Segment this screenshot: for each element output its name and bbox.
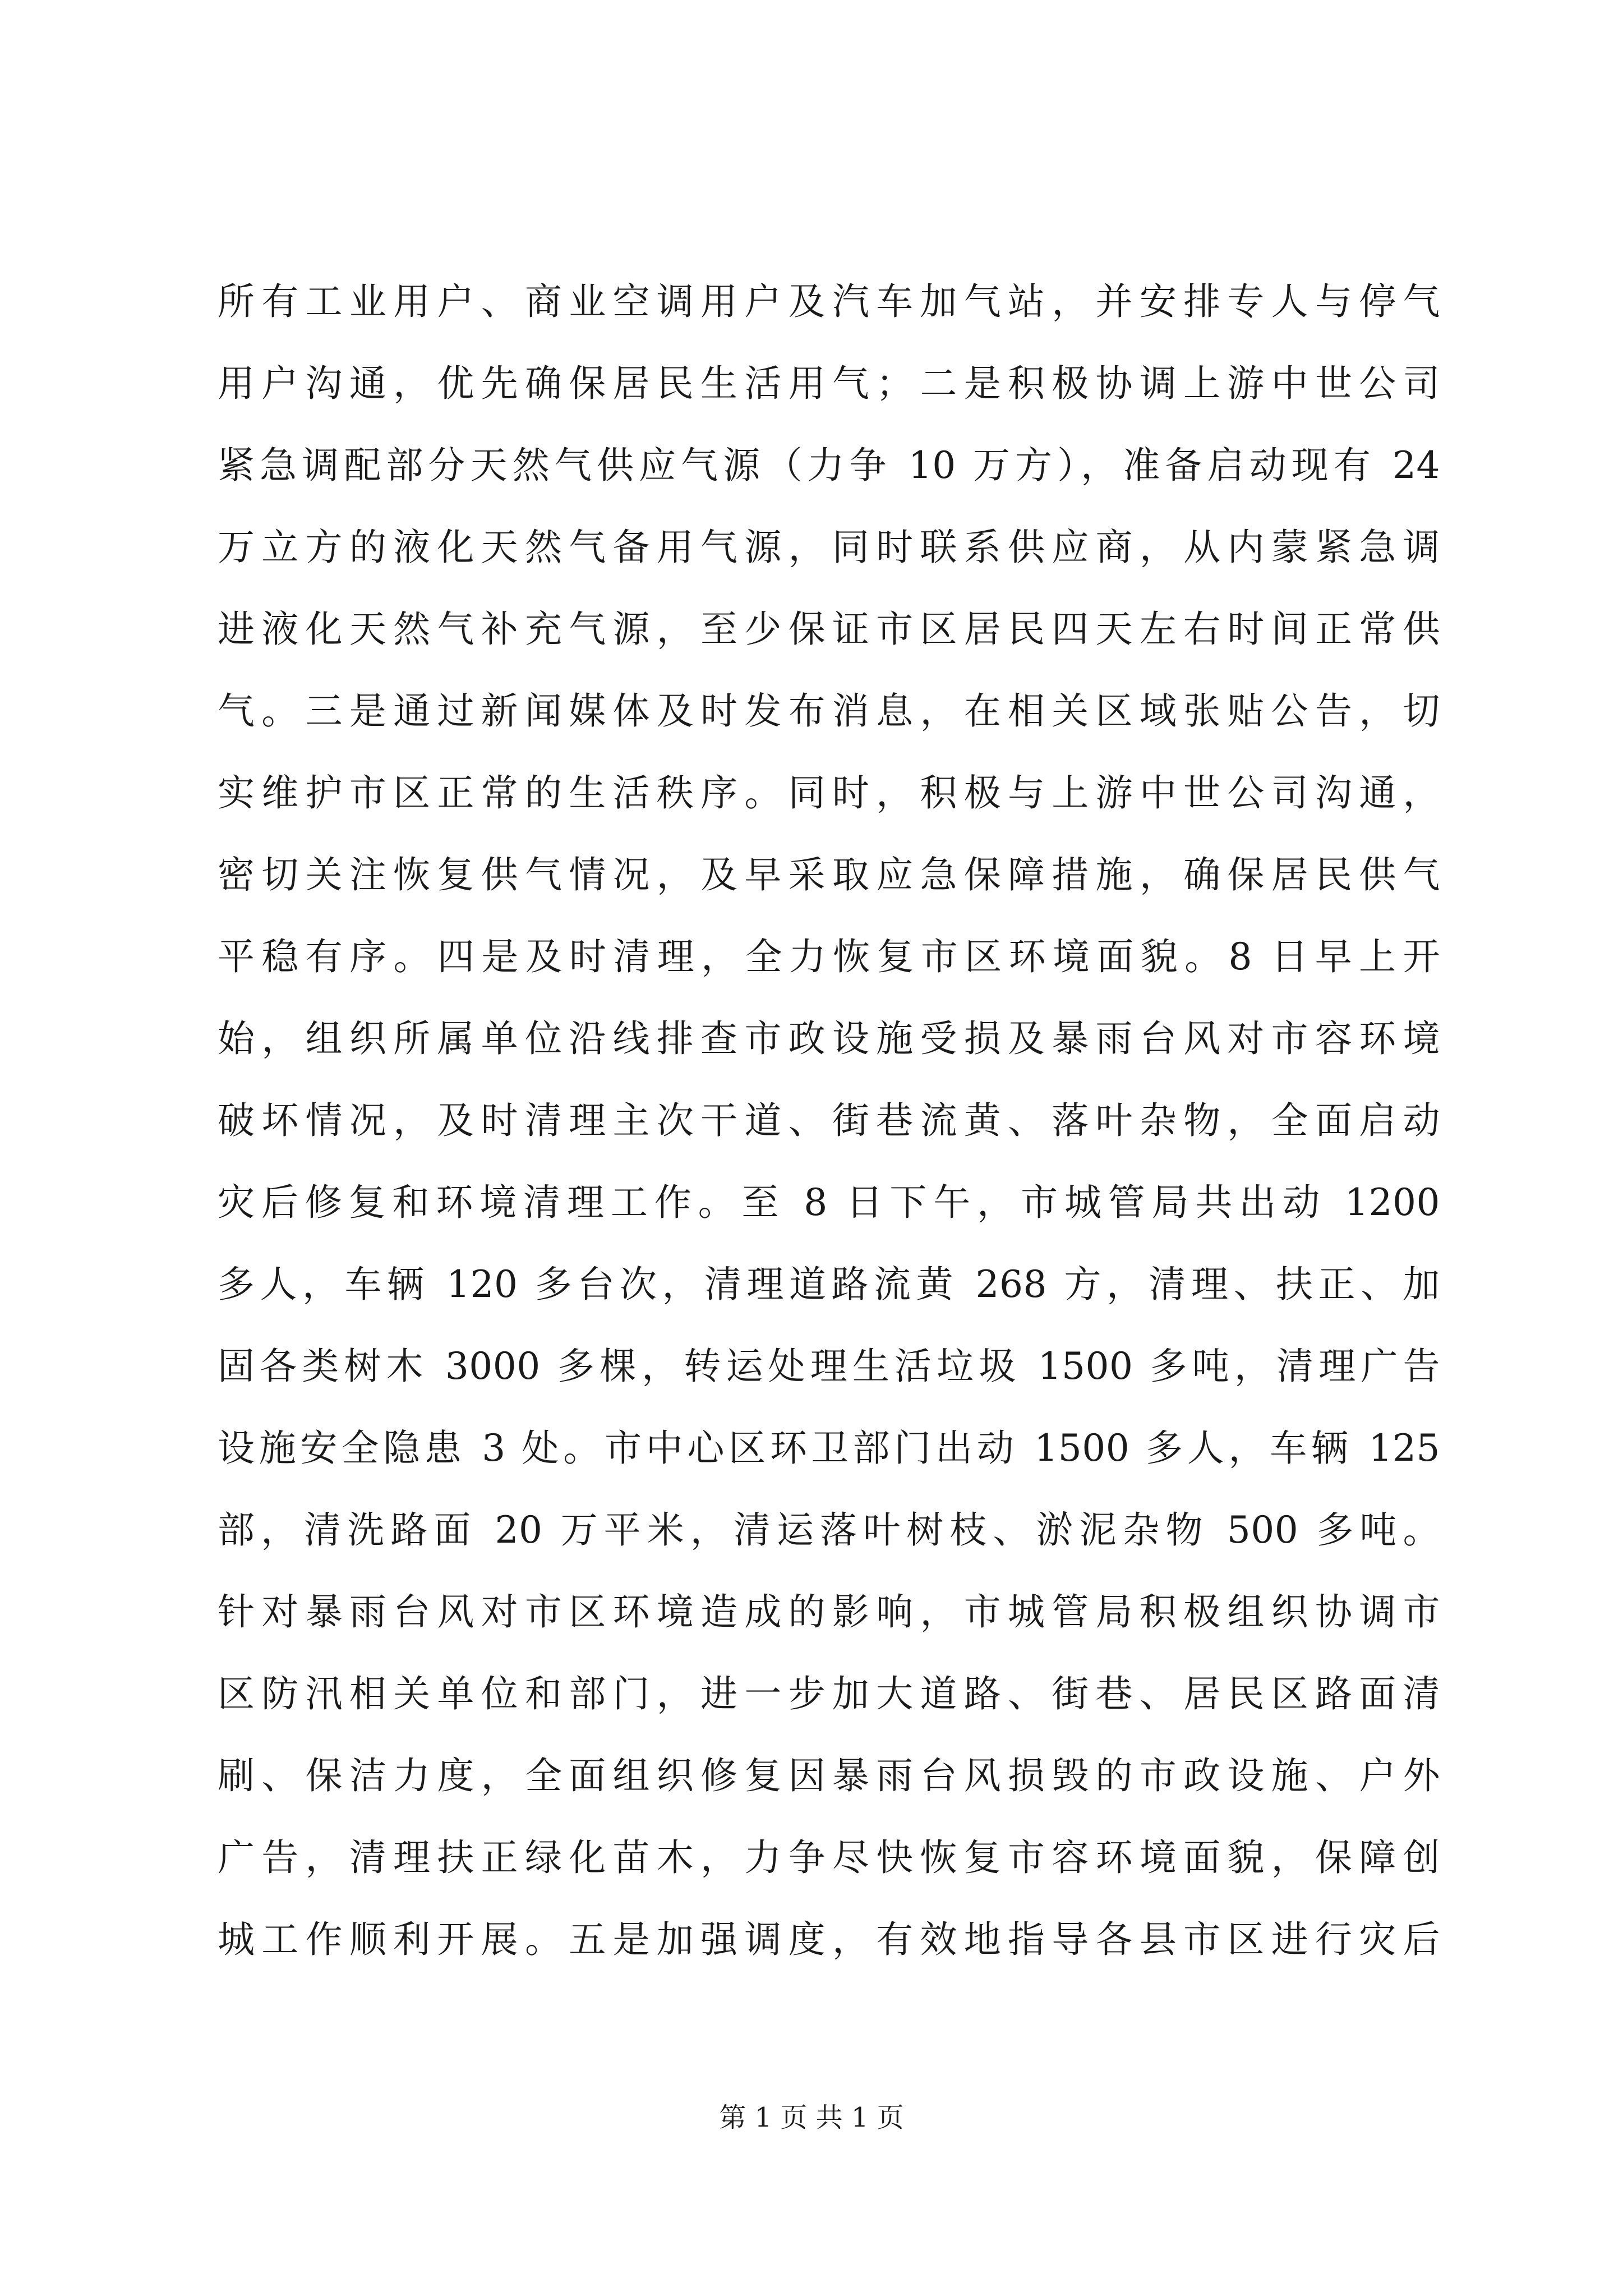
text-line: 万立方的液化天然气备用气源，同时联系供应商，从内蒙紧急调 — [218, 526, 1440, 569]
page-number-footer: 第 1 页 共 1 页 — [719, 2102, 904, 2133]
text-line: 多人，车辆 120 多台次，清理道路流黄 268 方，清理、扶正、加 — [218, 1263, 1440, 1306]
text-line: 设施安全隐患 3 处。市中心区环卫部门出动 1500 多人，车辆 125 — [218, 1427, 1440, 1470]
text-line: 密切关注恢复供气情况，及早采取应急保障措施，确保居民供气 — [218, 853, 1440, 896]
text-line: 广告，清理扶正绿化苗木，力争尽快恢复市容环境面貌，保障创 — [218, 1836, 1440, 1879]
text-line: 所有工业用户、商业空调用户及汽车加气站，并安排专人与停气 — [218, 280, 1440, 323]
text-line: 城工作顺利开展。五是加强调度，有效地指导各县市区进行灾后 — [218, 1918, 1440, 1961]
text-line: 平稳有序。四是及时清理，全力恢复市区环境面貌。8 日早上开 — [218, 935, 1440, 978]
text-line: 针对暴雨台风对市区环境造成的影响，市城管局积极组织协调市 — [218, 1590, 1440, 1634]
text-line: 紧急调配部分天然气供应气源（力争 10 万方），准备启动现有 24 — [218, 444, 1440, 487]
text-line: 进液化天然气补充气源，至少保证市区居民四天左右时间正常供 — [218, 608, 1440, 651]
text-line: 气。三是通过新闻媒体及时发布消息，在相关区域张贴公告，切 — [218, 689, 1440, 733]
text-line: 区防汛相关单位和部门，进一步加大道路、街巷、居民区路面清 — [218, 1672, 1440, 1715]
text-line: 实维护市区正常的生活秩序。同时，积极与上游中世公司沟通， — [218, 771, 1440, 815]
text-line: 刷、保洁力度，全面组织修复因暴雨台风损毁的市政设施、户外 — [218, 1754, 1440, 1797]
text-line: 灾后修复和环境清理工作。至 8 日下午，市城管局共出动 1200 — [218, 1181, 1440, 1224]
text-line: 破坏情况，及时清理主次干道、街巷流黄、落叶杂物，全面启动 — [218, 1099, 1440, 1142]
text-line: 用户沟通，优先确保居民生活用气；二是积极协调上游中世公司 — [218, 362, 1440, 405]
text-line: 部，清洗路面 20 万平米，清运落叶树枝、淤泥杂物 500 多吨。 — [218, 1508, 1440, 1552]
text-line: 固各类树木 3000 多棵，转运处理生活垃圾 1500 多吨，清理广告 — [218, 1345, 1440, 1388]
text-line: 始，组织所属单位沿线排查市政设施受损及暴雨台风对市容环境 — [218, 1017, 1440, 1060]
body-text — [218, 261, 1440, 1981]
